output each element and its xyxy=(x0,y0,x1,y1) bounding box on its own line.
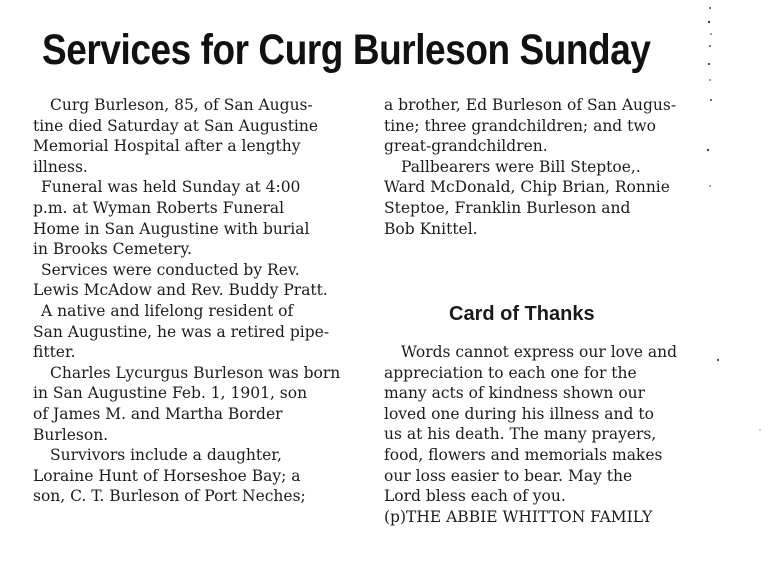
article-text-line: San Augustine, he was a retired pipe- xyxy=(33,322,330,341)
article-headline: Services for Curg Burleson Sunday xyxy=(42,26,651,74)
article-text-line: Ward McDonald, Chip Brian, Ronnie xyxy=(384,178,670,197)
article-text-line: in San Augustine Feb. 1, 1901, son xyxy=(33,384,308,403)
card-of-thanks-line: us at his death. The many prayers, xyxy=(384,425,657,444)
article-text-line: illness. xyxy=(33,157,88,176)
card-of-thanks-line: loved one during his illness and to xyxy=(384,404,654,423)
card-of-thanks-line: our loss easier to bear. May the xyxy=(384,466,633,485)
article-text-line: Curg Burleson, 85, of San Augus- xyxy=(50,96,313,114)
article-text-line: tine; three grandchildren; and two xyxy=(384,116,656,135)
article-text-line: Steptoe, Franklin Burleson and xyxy=(384,198,631,217)
article-text-line: a brother, Ed Burleson of San Augus- xyxy=(384,96,677,114)
card-of-thanks-line: Lord bless each of you. xyxy=(384,487,566,506)
article-text-line: Survivors include a daughter, xyxy=(50,446,282,465)
article-text-line: Services were conducted by Rev. xyxy=(41,260,300,279)
card-of-thanks-line: Words cannot express our love and xyxy=(401,343,677,361)
article-text-line: in Brooks Cemetery. xyxy=(33,240,192,259)
article-text-line: Burleson. xyxy=(33,425,109,444)
article-right-column xyxy=(384,95,734,239)
article-text-line: A native and lifelong resident of xyxy=(41,301,294,320)
card-of-thanks-line: (p)THE ABBIE WHITTON FAMILY xyxy=(384,507,653,526)
article-left-column xyxy=(33,95,388,507)
article-text-line: son, C. T. Burleson of Port Neches; xyxy=(33,487,306,506)
card-of-thanks-line: appreciation to each one for the xyxy=(384,363,637,382)
article-text-line: great-grandchildren. xyxy=(384,137,548,156)
article-text-line: Loraine Hunt of Horseshoe Bay; a xyxy=(33,466,301,485)
article-text-line: Memorial Hospital after a lengthy xyxy=(33,137,301,156)
print-specks xyxy=(700,0,768,570)
article-text-line: Charles Lycurgus Burleson was born xyxy=(50,363,341,382)
card-of-thanks-body xyxy=(384,342,734,527)
article-text-line: Funeral was held Sunday at 4:00 xyxy=(41,178,301,197)
article-text-line: Home in San Augustine with burial xyxy=(33,219,310,238)
card-of-thanks-line: many acts of kindness shown our xyxy=(384,384,646,403)
article-text-line: tine died Saturday at San Augustine xyxy=(33,116,319,135)
article-text-line: of James M. and Martha Border xyxy=(33,404,283,423)
article-text-line: Bob Knittel. xyxy=(384,219,478,238)
card-of-thanks-heading: Card of Thanks xyxy=(449,303,595,325)
article-text-line: p.m. at Wyman Roberts Funeral xyxy=(33,198,285,217)
article-text-line: fitter. xyxy=(33,343,76,362)
article-text-line: Pallbearers were Bill Steptoe,. xyxy=(401,157,641,176)
article-text-line: Lewis McAdow and Rev. Buddy Pratt. xyxy=(33,281,328,300)
card-of-thanks-line: food, flowers and memorials makes xyxy=(384,445,663,464)
